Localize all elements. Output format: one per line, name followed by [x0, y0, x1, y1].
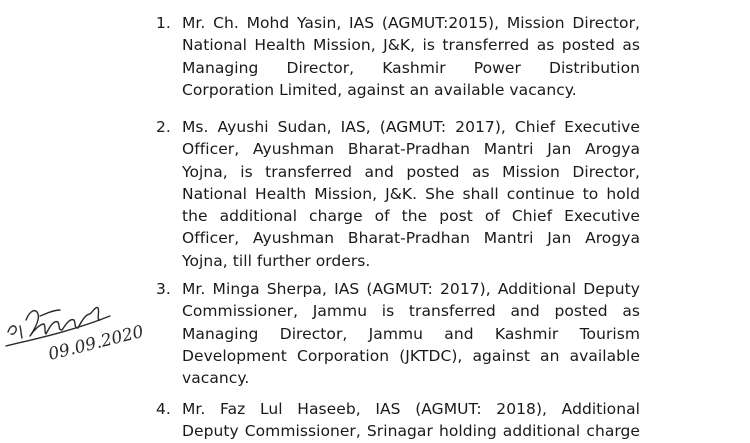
- text-line: Commissioner, Jammu is transferred and posted as: [182, 302, 640, 321]
- text-line: Managing Director, Jammu and Kashmir Tourism: [182, 324, 640, 343]
- text-line: Managing Director, Kashmir Power Distribution: [182, 58, 640, 77]
- text-line: Deputy Commissioner, Srinagar holding additional charge: [182, 422, 640, 441]
- text-line: Mr. Faz Lul Haseeb, IAS (AGMUT: 2018), Additional: [182, 400, 640, 418]
- text-line: Yojna, till further orders.: [182, 251, 371, 270]
- item-number: 1.: [156, 14, 171, 32]
- text-line: Mr. Ch. Mohd Yasin, IAS (AGMUT:2015), Mission Director,: [182, 14, 640, 32]
- item-text: [182, 12, 640, 101]
- item-text: [182, 116, 640, 272]
- text-line: Development Corporation (JKTDC), against an available: [182, 346, 640, 365]
- signature-date: 09.09.2020: [46, 321, 146, 365]
- text-line: National Health Mission, J&K, is transferred as posted as: [182, 36, 640, 55]
- item-number: 3.: [156, 280, 171, 298]
- text-line: Yojna, is transferred and posted as Mission Director,: [182, 162, 640, 181]
- signature-stroke: [8, 326, 16, 334]
- text-line: National Health Mission, J&K. She shall continue to hold: [182, 184, 640, 203]
- item-text: [182, 398, 640, 443]
- text-line: Corporation Limited, against an available vacancy.: [182, 80, 577, 99]
- item-number: 2.: [156, 118, 171, 136]
- text-line: the additional charge of the post of Chief Executive: [182, 207, 640, 226]
- text-line: vacancy.: [182, 369, 250, 388]
- text-line: Officer, Ayushman Bharat-Pradhan Mantri Jan Arogya: [182, 140, 640, 159]
- text-line: Mr. Minga Sherpa, IAS (AGMUT: 2017), Additional Deputy: [182, 280, 640, 298]
- signature-stroke: [20, 326, 22, 338]
- handwritten-signature: [0, 280, 160, 380]
- item-text: [182, 278, 640, 389]
- signature-stroke: [40, 310, 60, 316]
- item-number: 4.: [156, 400, 171, 418]
- text-line: Ms. Ayushi Sudan, IAS, (AGMUT: 2017), Chief Executive: [182, 118, 640, 136]
- text-line: Officer, Ayushman Bharat-Pradhan Mantri Jan Arogya: [182, 229, 640, 248]
